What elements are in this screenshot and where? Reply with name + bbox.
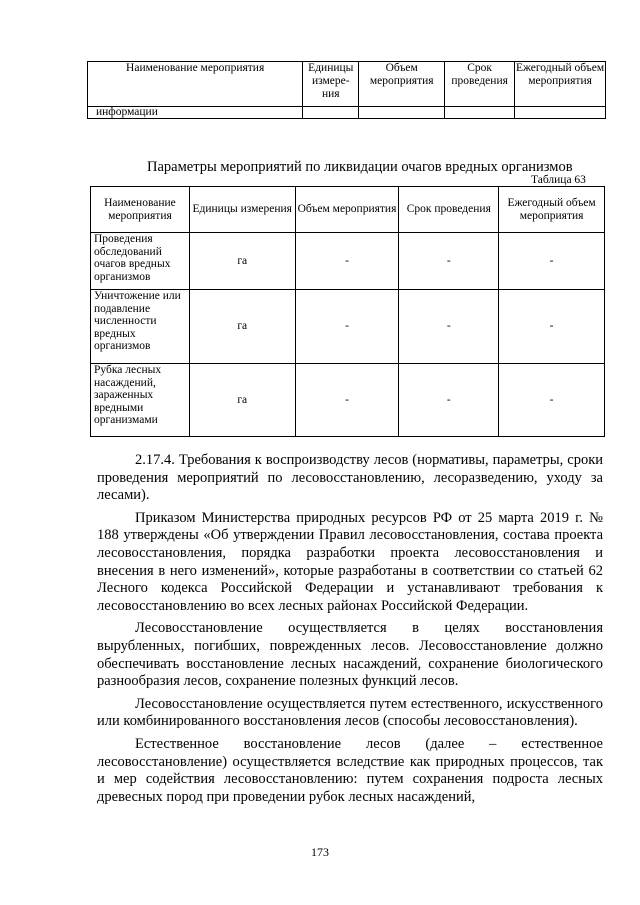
table-cell: Рубка лесных насаждений, зараженных вредными организмами (91, 364, 190, 437)
table-cell: - (399, 364, 499, 437)
table-63 (90, 186, 605, 437)
table-cell (515, 107, 606, 119)
paragraph-section-heading: 2.17.4. Требования к воспроизводству лесов (нормативы, параметры, сроки проведения мероприятий по лесовосстановлению, лесоразведению, уходу за лесами). (97, 452, 603, 504)
table-cell (445, 107, 515, 119)
table-cell: - (399, 233, 499, 290)
table-cell: - (499, 364, 605, 437)
page-number: 173 (311, 845, 329, 859)
table-header-row (91, 187, 605, 233)
table-row (91, 233, 605, 290)
header-cell: Ежегодный объем мероприятия (499, 187, 605, 233)
header-cell: Единицы измерения (189, 187, 295, 233)
table-cell: га (189, 233, 295, 290)
paragraph: Приказом Министерства природных ресурсов РФ от 25 марта 2019 г. № 188 утверждены «Об утверждении Правил лесовосстановления, состава проекта лесовосстановления, порядка разработки проекта лесовосстановления и внесения в него изменений», которые разработаны в соответствии со статьей 62 Лесного кодекса Российской Федерации и устанавливают требования к лесовосстановлению во всех лесных районах Российской Федерации. (97, 509, 603, 614)
table-cell: га (189, 290, 295, 364)
table-row (88, 107, 606, 119)
header-cell: Единицы измере-ния (303, 62, 359, 107)
table-row (91, 364, 605, 437)
table-cell: Проведения обследований очагов вредных организмов (91, 233, 190, 290)
table-cell: - (295, 233, 399, 290)
table-cell: га (189, 364, 295, 437)
table-cell: - (499, 233, 605, 290)
header-cell: Ежегодный объем мероприятия (515, 62, 606, 107)
table-cell: - (399, 290, 499, 364)
table-row (91, 290, 605, 364)
paragraph: Естественное восстановление лесов (далее – естественное лесовосстановление) осуществляется вследствие как природных процессов, так и мер содействия лесовосстановлению: путем сохранения подроста лесных древесных пород при проведении рубок лесных насаждений, (97, 735, 603, 805)
table-cell: - (499, 290, 605, 364)
body-text (97, 452, 603, 806)
table-caption: Параметры мероприятий по ликвидации очагов вредных организмов (147, 159, 573, 175)
table-cell (359, 107, 445, 119)
table-cell (303, 107, 359, 119)
table-cell: - (295, 364, 399, 437)
table-header-row (88, 62, 606, 107)
header-cell: Наименование мероприятия (88, 62, 303, 107)
header-cell: Срок проведения (445, 62, 515, 107)
header-cell: Наименование мероприятия (91, 187, 190, 233)
table-cell: Уничтожение или подавление численности вредных организмов (91, 290, 190, 364)
paragraph: Лесовосстановление осуществляется в целях восстановления вырубленных, погибших, поврежденных лесов. Лесовосстановление должно обеспечивать восстановление лесных насаждений, сохранение биологического разнообразия лесов, сохранение полезных функций лесов. (97, 620, 603, 690)
table-cell: информации (88, 107, 303, 119)
continuation-table (87, 61, 606, 119)
header-cell: Объем мероприятия (295, 187, 399, 233)
header-cell: Объем мероприятия (359, 62, 445, 107)
table-cell: - (295, 290, 399, 364)
header-cell: Срок проведения (399, 187, 499, 233)
table-number: Таблица 63 (531, 174, 586, 186)
paragraph: Лесовосстановление осуществляется путем естественного, искусственного или комбинированного восстановления лесов (способы лесовосстановления). (97, 695, 603, 730)
